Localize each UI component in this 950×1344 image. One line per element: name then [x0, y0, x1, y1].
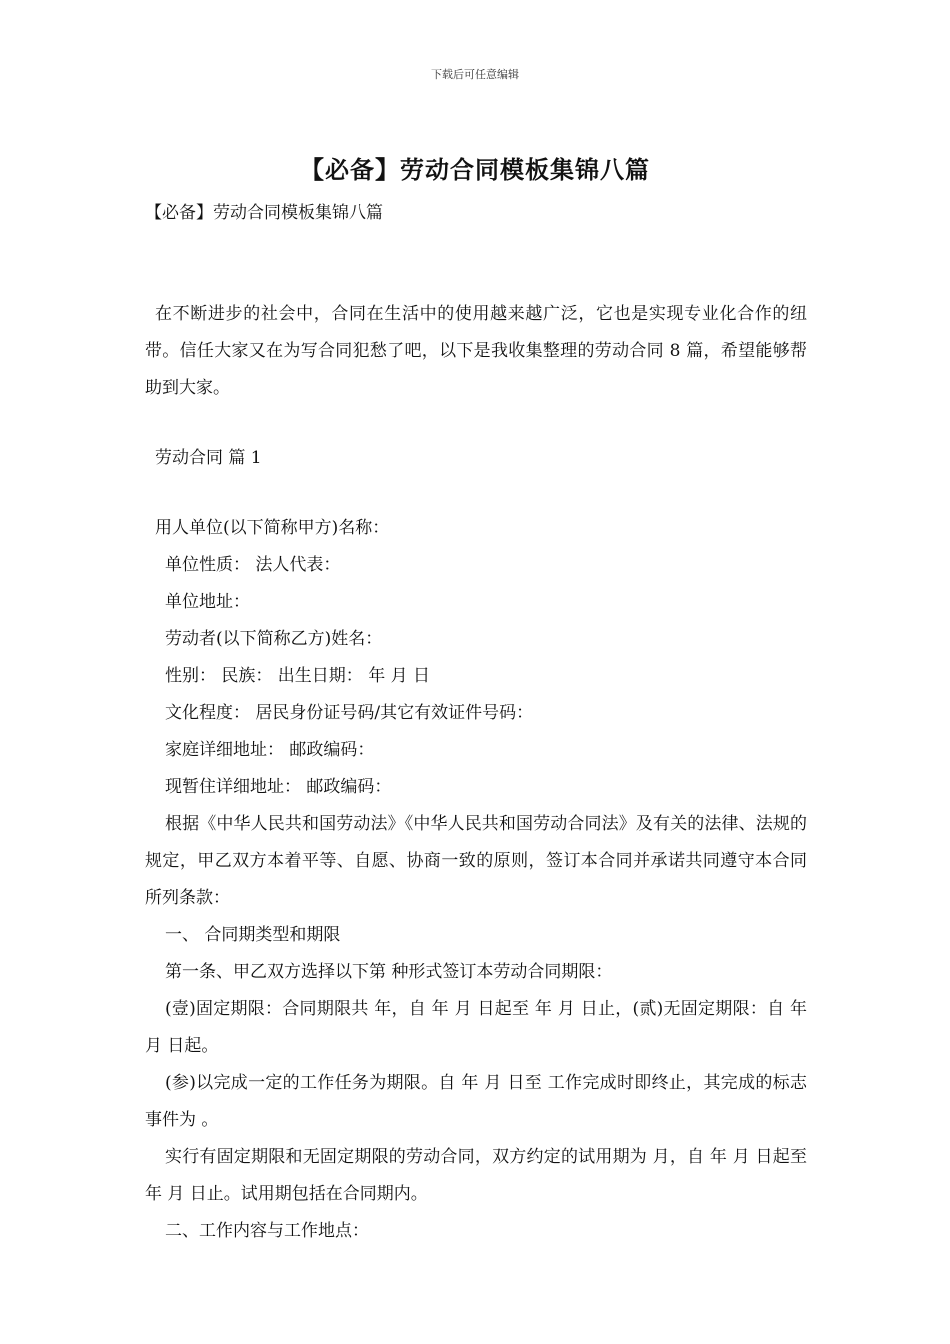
chapter-2-heading: 二、工作内容与工作地点：	[165, 1221, 369, 1241]
intro-paragraph: 在不断进步的社会中，合同在生活中的使用越来越广泛，它也是实现专业化合作的纽带。信任大家又在为写合同犯愁了吧，以下是我收集整理的劳动合同 8 篇，希望能够帮助到大家。	[145, 304, 807, 398]
worker-name-line: 劳动者(以下简称乙方)姓名：	[165, 629, 383, 649]
current-address-line: 现暂住详细地址： 邮政编码：	[165, 777, 392, 797]
document-subtitle: 【必备】劳动合同模板集锦八篇	[145, 203, 383, 223]
header-note: 下载后可任意编辑	[431, 68, 519, 81]
article-1-line: 第一条、甲乙双方选择以下第 种形式签订本劳动合同期限：	[165, 962, 613, 982]
unit-nature-line: 单位性质： 法人代表：	[165, 555, 341, 575]
section-heading: 劳动合同 篇 1	[155, 448, 262, 468]
task-term-paragraph: (参)以完成一定的工作任务为期限。自 年 月 日至 工作完成时即终止，其完成的标志事件为 。	[145, 1073, 807, 1130]
chapter-1-heading: 一、 合同期类型和期限	[165, 925, 341, 945]
contract-body	[145, 510, 807, 1250]
education-line: 文化程度： 居民身份证号码/其它有效证件号码：	[165, 703, 534, 723]
employer-name-line: 用人单位(以下简称甲方)名称：	[155, 518, 390, 538]
fixed-term-paragraph: (壹)固定期限：合同期限共 年，自 年 月 日起至 年 月 日止，(贰)无固定期限：自 年 月 日起。	[145, 999, 807, 1056]
probation-paragraph: 实行有固定期限和无固定期限的劳动合同，双方约定的试用期为 月，自 年 月 日起至 年 月 日止。试用期包括在合同期内。	[145, 1147, 807, 1204]
document-title: 【必备】劳动合同模板集锦八篇	[300, 155, 650, 184]
unit-address-line: 单位地址：	[165, 592, 250, 612]
legal-basis-paragraph: 根据《中华人民共和国劳动法》《中华人民共和国劳动合同法》及有关的法律、法规的规定，甲乙双方本着平等、自愿、协商一致的原则，签订本合同并承诺共同遵守本合同所列条款：	[145, 814, 807, 908]
home-address-line: 家庭详细地址： 邮政编码：	[165, 740, 375, 760]
gender-line: 性别： 民族： 出生日期： 年 月 日	[165, 666, 431, 686]
